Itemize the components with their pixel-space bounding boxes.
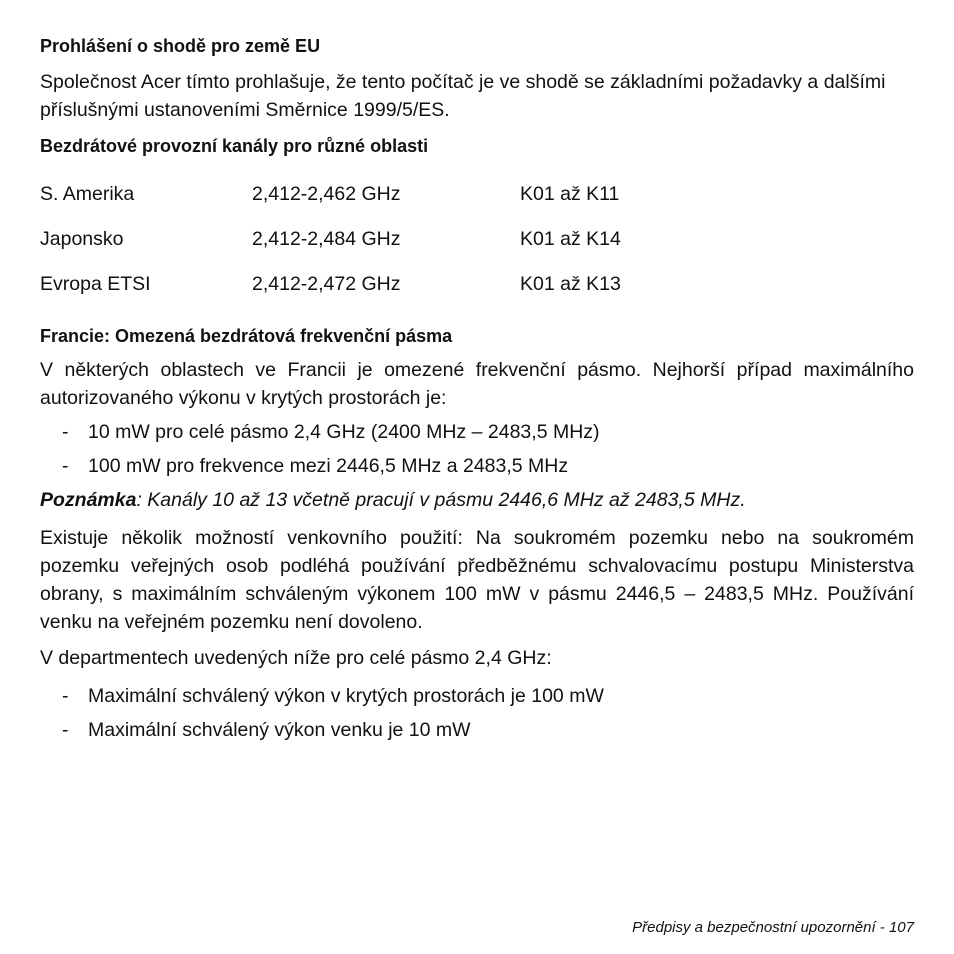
dash-marker: - [62,421,69,443]
dash-marker: - [62,685,69,707]
table-row [40,225,914,270]
channels-cell: K01 až K14 [520,228,621,250]
eu-declaration-heading: Prohlášení o shodě pro země EU [40,36,321,56]
region-cell: Japonsko [40,228,124,250]
channels-cell: K01 až K11 [520,183,620,205]
list-item-text: Maximální schválený výkon venku je 10 mW [88,719,471,741]
note-label: Poznámka [40,489,137,511]
band-cell: 2,412-2,462 GHz [252,183,401,205]
dash-marker: - [62,719,69,741]
region-cell: Evropa ETSI [40,273,151,295]
france-intro: V některých oblastech ve Francii je omezené frekvenční pásmo. Nejhorší případ maximálního autorizovaného výkonu v krytých prostorách je: [40,359,914,409]
list-item [40,418,914,446]
table-row [40,180,914,225]
departments-list [40,682,914,744]
document-page [40,32,914,744]
list-item-text: Maximální schválený výkon v krytých prostorách je 100 mW [88,685,604,707]
france-heading: Francie: Omezená bezdrátová frekvenční pásma [40,326,453,346]
outdoor-usage-text: Existuje několik možností venkovního použití: Na soukromém pozemku nebo na soukromém pozemku veřejných osob podléhá používání předběžnému schvalovacímu postupu Ministerstva obrany, s maximálním schváleným výkonem 100 mW v pásmu 2446,5 – 2483,5 MHz. Používání venku na veřejném pozemku není dovoleno. [40,527,914,633]
list-item-text: 10 mW pro celé pásmo 2,4 GHz (2400 MHz – 2483,5 MHz) [88,421,600,443]
france-power-list [40,418,914,480]
eu-declaration-text: Společnost Acer tímto prohlašuje, že tento počítač je ve shodě se základními požadavky a dalšími příslušnými ustanoveními Směrnice 1999/5/ES. [40,71,886,121]
channels-heading: Bezdrátové provozní kanály pro různé oblasti [40,136,429,156]
list-item-text: 100 mW pro frekvence mezi 2446,5 MHz a 2483,5 MHz [88,455,569,477]
region-cell: S. Amerika [40,183,135,205]
list-item [40,682,914,710]
note-text: : Kanály 10 až 13 včetně pracují v pásmu 2446,6 MHz až 2483,5 MHz. [136,489,746,511]
list-item [40,716,914,744]
channels-cell: K01 až K13 [520,273,621,295]
band-cell: 2,412-2,472 GHz [252,273,401,295]
note [40,486,914,514]
departments-intro: V departmentech uvedených níže pro celé pásmo 2,4 GHz: [40,647,552,669]
table-row [40,270,914,298]
list-item [40,452,914,480]
page-footer: Předpisy a bezpečnostní upozornění - 107 [632,919,914,936]
dash-marker: - [62,455,69,477]
band-cell: 2,412-2,484 GHz [252,228,401,250]
channels-table [40,180,914,298]
